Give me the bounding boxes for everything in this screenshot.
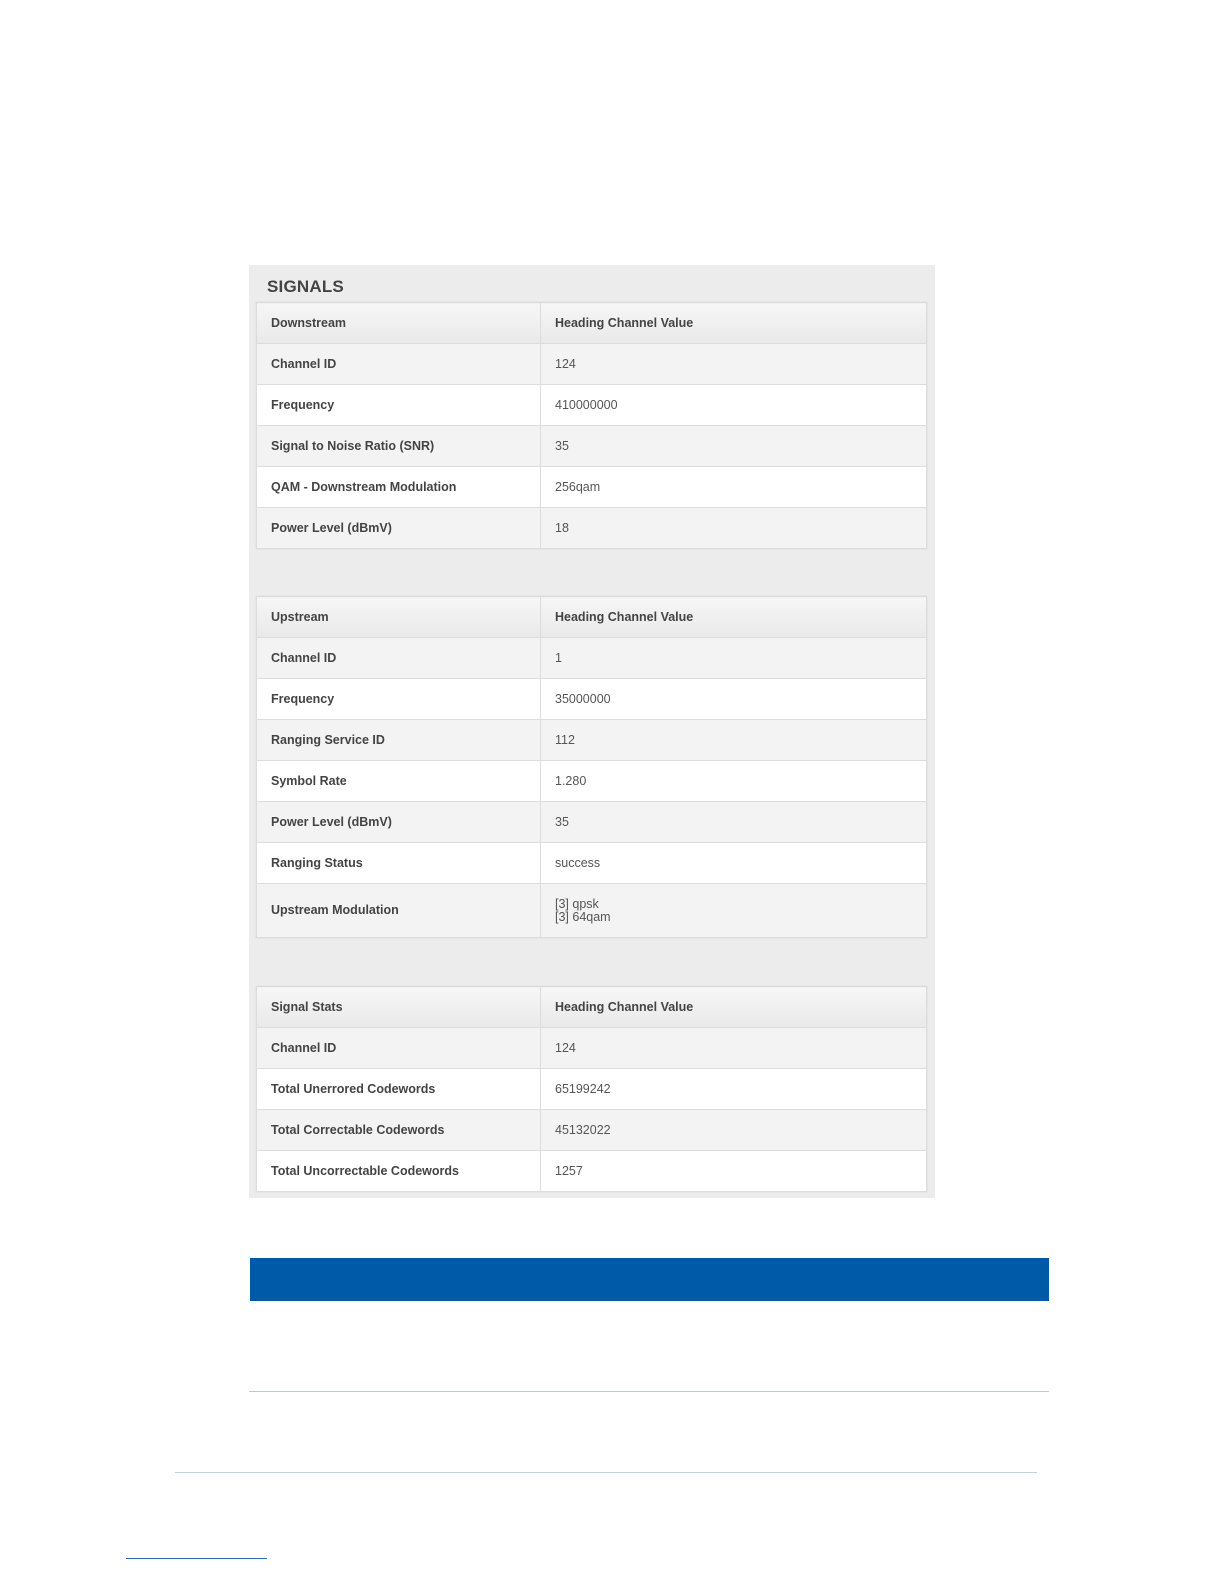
table-row [257,1069,927,1110]
panel-title: SIGNALS [267,277,344,296]
table-row [257,508,927,549]
row-label: Channel ID [257,638,541,679]
column-header: Heading Channel Value [541,987,927,1028]
row-value: 35000000 [541,679,927,720]
table-row [257,761,927,802]
table-row [257,1028,927,1069]
column-header: Upstream [257,597,541,638]
column-header: Heading Channel Value [541,597,927,638]
upstream-table [256,596,927,938]
table-header-row [257,597,927,638]
row-value: 124 [541,1028,927,1069]
table-row [257,638,927,679]
footnote-rule [126,1558,267,1559]
table-row [257,1110,927,1151]
table-row [257,467,927,508]
row-value [541,884,927,938]
row-value: 35 [541,802,927,843]
row-label: QAM - Downstream Modulation [257,467,541,508]
table-row [257,884,927,938]
table-header-row [257,987,927,1028]
row-label: Channel ID [257,344,541,385]
table-row [257,344,927,385]
downstream-table [256,302,927,549]
table-row [257,843,927,884]
table-header-row [257,303,927,344]
row-label: Upstream Modulation [257,884,541,938]
table-row [257,1151,927,1192]
row-value: 256qam [541,467,927,508]
row-value: 35 [541,426,927,467]
footer-divider [175,1472,1037,1473]
row-label: Power Level (dBmV) [257,508,541,549]
row-value: 65199242 [541,1069,927,1110]
row-value: 410000000 [541,385,927,426]
signal-stats-table [256,986,927,1192]
blue-banner [250,1258,1049,1301]
row-value: 1257 [541,1151,927,1192]
modulation-value: [3] qpsk [555,896,599,911]
table-row [257,679,927,720]
column-header: Heading Channel Value [541,303,927,344]
modulation-value: [3] 64qam [555,909,611,924]
row-value: 124 [541,344,927,385]
divider [249,1391,1049,1392]
row-value: 18 [541,508,927,549]
table-row [257,385,927,426]
row-label: Channel ID [257,1028,541,1069]
row-label: Total Correctable Codewords [257,1110,541,1151]
table-row [257,802,927,843]
row-label: Frequency [257,385,541,426]
column-header: Downstream [257,303,541,344]
table-row [257,426,927,467]
row-value: success [541,843,927,884]
row-label: Signal to Noise Ratio (SNR) [257,426,541,467]
row-label: Total Unerrored Codewords [257,1069,541,1110]
row-label: Symbol Rate [257,761,541,802]
column-header: Signal Stats [257,987,541,1028]
row-value: 112 [541,720,927,761]
row-label: Power Level (dBmV) [257,802,541,843]
row-value: 45132022 [541,1110,927,1151]
row-value: 1 [541,638,927,679]
table-row [257,720,927,761]
row-label: Frequency [257,679,541,720]
row-value: 1.280 [541,761,927,802]
row-label: Ranging Status [257,843,541,884]
row-label: Ranging Service ID [257,720,541,761]
row-label: Total Uncorrectable Codewords [257,1151,541,1192]
